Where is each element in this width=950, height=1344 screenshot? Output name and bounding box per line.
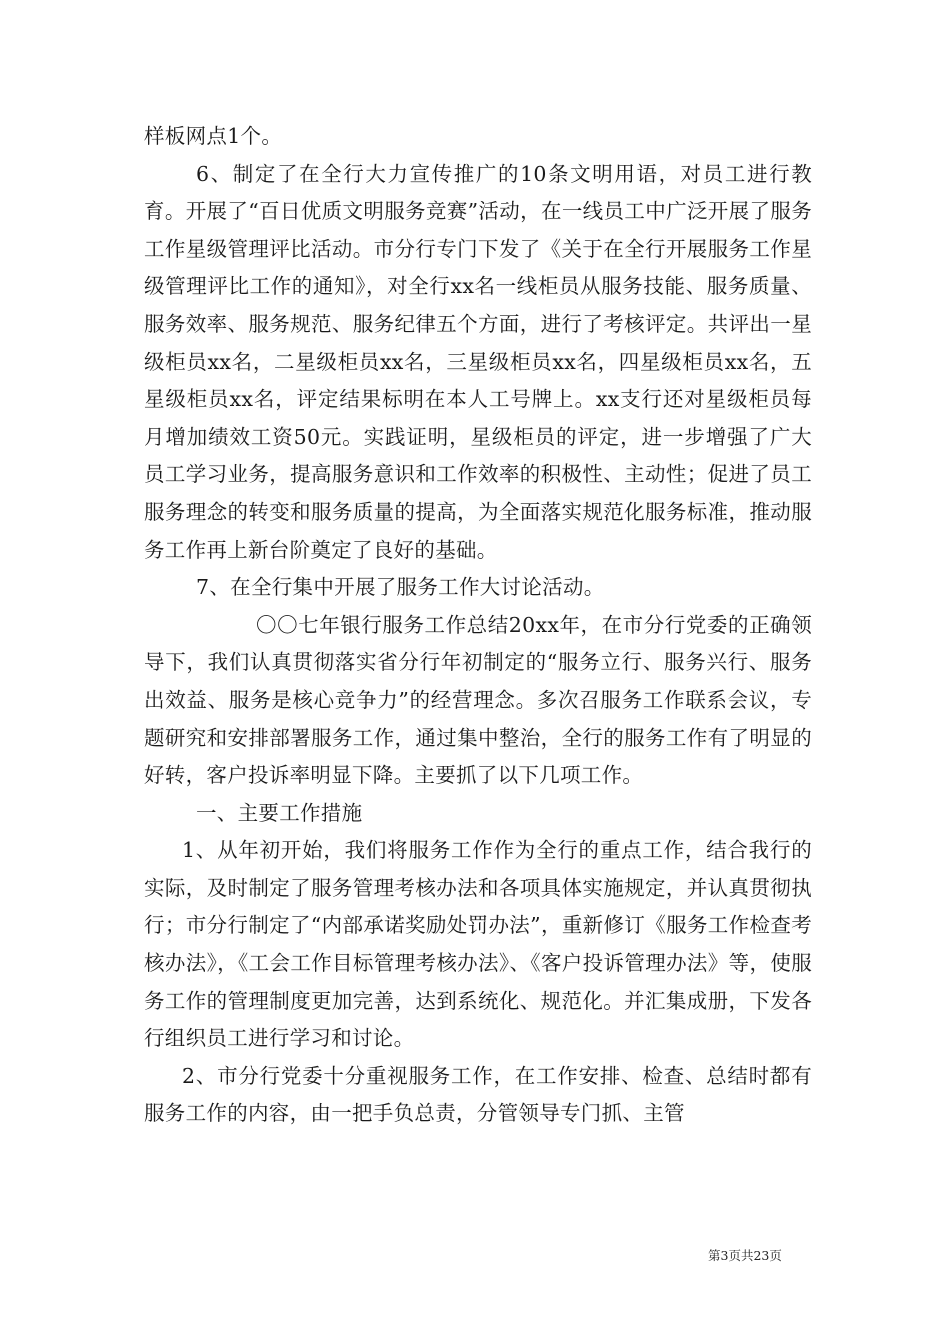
paragraph-continuation: 样板网点1个。 bbox=[144, 124, 283, 148]
paragraph-item-7: 7、在全行集中开展了服务工作大讨论活动。 bbox=[196, 575, 605, 600]
section-heading: 一、主要工作措施 bbox=[196, 800, 363, 825]
page-number-footer: 第3页共23页 bbox=[708, 1248, 782, 1263]
paragraph-measure-2: 2、市分行党委十分重视服务工作，在工作安排、检查、总结时都有服务工作的内容，由一把手负总责，分管领导专门抓、主管 bbox=[144, 1063, 812, 1126]
paragraph-summary-intro: 〇〇七年银行服务工作总结20xx年，在市分行党委的正确领导下，我们认真贯彻落实省分行年初制定的“服务立行、服务兴行、服务出效益、服务是核心竞争力”的经营理念。多次召服务工作联系会议，专题研究和安排部署服务工作，通过集中整治，全行的服务工作有了明显的好转，客户投诉率明显下降。主要抓了以下几项工作。 bbox=[144, 612, 812, 788]
document-body bbox=[144, 118, 812, 1133]
paragraph-measure-1: 1、从年初开始，我们将服务工作作为全行的重点工作，结合我行的实际，及时制定了服务管理考核办法和各项具体实施规定，并认真贯彻执行；市分行制定了“内部承诺奖励处罚办法”，重新修订《服务工作检查考核办法》，《工会工作目标管理考核办法》、《客户投诉管理办法》等，使服务工作的管理制度更加完善，达到系统化、规范化。并汇集成册，下发各行组织员工进行学习和讨论。 bbox=[144, 838, 812, 1051]
paragraph-item-6: 6、制定了在全行大力宣传推广的10条文明用语，对员工进行教育。开展了“百日优质文明服务竞赛”活动，在一线员工中广泛开展了服务工作星级管理评比活动。市分行专门下发了《关于在全行开展服务工作星级管理评比工作的通知》，对全行xx名一线柜员从服务技能、服务质量、服务效率、服务规范、服务纪律五个方面，进行了考核评定。共评出一星级柜员xx名，二星级柜员xx名，三星级柜员xx名，四星级柜员xx名，五星级柜员xx名，评定结果标明在本人工号牌上。xx支行还对星级柜员每月增加绩效工资50元。实践证明，星级柜员的评定，进一步增强了广大员工学习业务，提高服务意识和工作效率的积极性、主动性；促进了员工服务理念的转变和服务质量的提高，为全面落实规范化服务标准，推动服务工作再上新台阶奠定了良好的基础。 bbox=[144, 161, 812, 562]
